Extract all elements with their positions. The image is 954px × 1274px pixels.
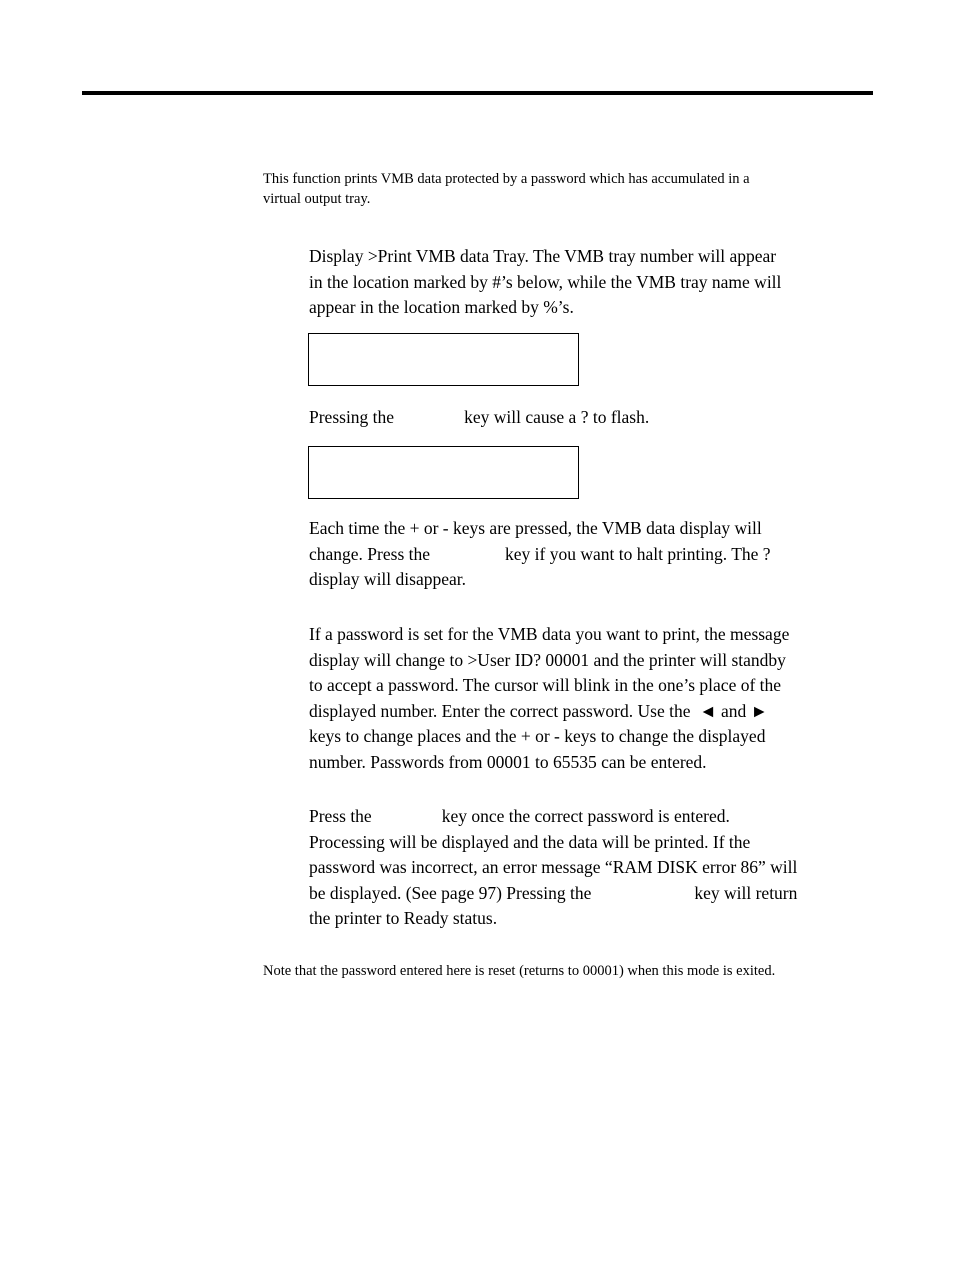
step-5-paragraph <box>309 804 797 932</box>
step-2-paragraph <box>309 405 649 431</box>
intro-text <box>263 169 863 209</box>
step-4-line <box>309 699 789 725</box>
step-4-line: If a password is set for the VMB data you want to print, the message <box>309 624 790 644</box>
step-4-and: and <box>720 700 747 721</box>
step-4-text-pre: displayed number. Enter the correct password. Use the <box>309 700 691 721</box>
step-4-line: display will change to >User ID? 00001 and the printer will standby <box>309 649 786 670</box>
step-5-line: Processing will be displayed and the data will be printed. If the <box>309 831 751 852</box>
step-5-line: password was incorrect, an error message “RAM DISK error 86” will <box>309 857 798 877</box>
step-3-text-post: key if you want to halt printing. The ? <box>505 543 771 564</box>
step-4-line: to accept a password. The cursor will blink in the one’s place of the <box>309 675 782 695</box>
step-3-paragraph <box>309 516 771 593</box>
step-5-line <box>309 881 797 907</box>
step-5-text-pre: Press the <box>309 806 372 826</box>
step-5-text-post: key once the correct password is entered. <box>441 806 730 826</box>
step-4-line: keys to change places and the + or - keys to change the displayed <box>309 726 766 746</box>
step-5-text-post: key will return <box>694 882 798 903</box>
step-4-line: number. Passwords from 00001 to 65535 can be entered. <box>309 751 707 772</box>
step-3-line: display will disappear. <box>309 569 466 589</box>
footnote: Note that the password entered here is reset (returns to 00001) when this mode is exited. <box>263 963 776 979</box>
step-5-text-pre: be displayed. (See page 97) Pressing the <box>309 882 592 903</box>
step-5-line <box>309 804 797 830</box>
step-3-line <box>309 542 771 568</box>
step-5-line: the printer to Ready status. <box>309 908 498 928</box>
step-2-text-pre: Pressing the <box>309 407 395 427</box>
right-arrow-icon: ► <box>750 700 768 721</box>
step-1-line: in the location marked by #’s below, while the VMB tray name will <box>309 271 782 292</box>
left-arrow-icon: ◄ <box>699 700 717 721</box>
step-1-line: Display >Print VMB data Tray. The VMB tray number will appear <box>309 246 777 266</box>
header-rule <box>82 91 873 95</box>
step-2-text-post: key will cause a ? to flash. <box>464 407 650 427</box>
step-1-paragraph <box>309 244 781 321</box>
intro-line: virtual output tray. <box>263 191 371 207</box>
lcd-display-box <box>308 333 579 386</box>
step-3-line: Each time the + or - keys are pressed, the VMB data display will <box>309 518 762 538</box>
intro-line: This function prints VMB data protected by a password which has accumulated in a <box>263 171 750 187</box>
lcd-display-box <box>308 446 579 499</box>
step-1-line: appear in the location marked by %’s. <box>309 297 574 317</box>
step-4-paragraph <box>309 622 789 775</box>
step-3-text-pre: change. Press the <box>309 543 431 564</box>
